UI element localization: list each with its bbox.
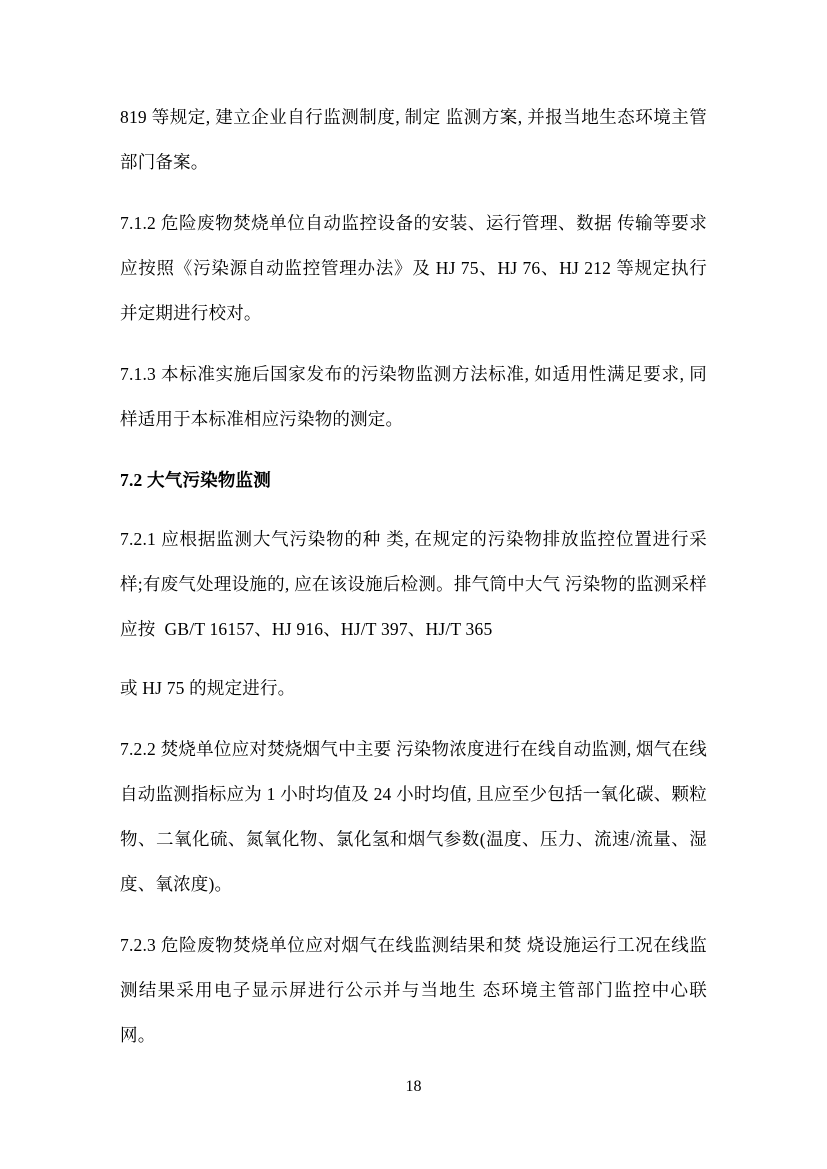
paragraph-7-2-1-continued: 或 HJ 75 的规定进行。 — [120, 678, 296, 698]
page-number: 18 — [405, 1078, 422, 1095]
paragraph-819-regulations: 819 等规定, 建立企业自行监测制度, 制定 监测方案, 并报当地生态环境主管部门备案。 — [120, 107, 707, 172]
paragraph-7-2-1: 7.2.1 应根据监测大气污染物的种 类, 在规定的污染物排放监控位置进行采样;有废气处理设施的, 应在该设施后检测。排气筒中大气 污染物的监测采样应按 GB/T 16157、HJ 916、HJ/T 397、HJ/T 365 — [120, 529, 707, 639]
paragraph-7-2-3: 7.2.3 危险废物焚烧单位应对烟气在线监测结果和焚 烧设施运行工况在线监测结果采用电子显示屏进行公示并与当地生 态环境主管部门监控中心联网。 — [120, 935, 707, 1045]
paragraph-7-1-3: 7.1.3 本标准实施后国家发布的污染物监测方法标准, 如适用性满足要求, 同样适用于本标准相应污染物的测定。 — [120, 364, 707, 429]
paragraph-7-1-2: 7.1.2 危险废物焚烧单位自动监控设备的安装、运行管理、数据 传输等要求应按照《污染源自动监控管理办法》及 HJ 75、HJ 76、HJ 212 等规定执行并定期进行校对。 — [120, 213, 707, 323]
paragraph-7-2-2: 7.2.2 焚烧单位应对焚烧烟气中主要 污染物浓度进行在线自动监测, 烟气在线自动监测指标应为 1 小时均值及 24 小时均值, 且应至少包括一氧化碳、颗粒物、二氧化硫、氮氧化物、氯化氢和烟气参数(温度、压力、流速/流量、湿度、氧浓度)。 — [120, 739, 707, 894]
section-heading-7-2: 7.2 大气污染物监测 — [120, 470, 271, 490]
